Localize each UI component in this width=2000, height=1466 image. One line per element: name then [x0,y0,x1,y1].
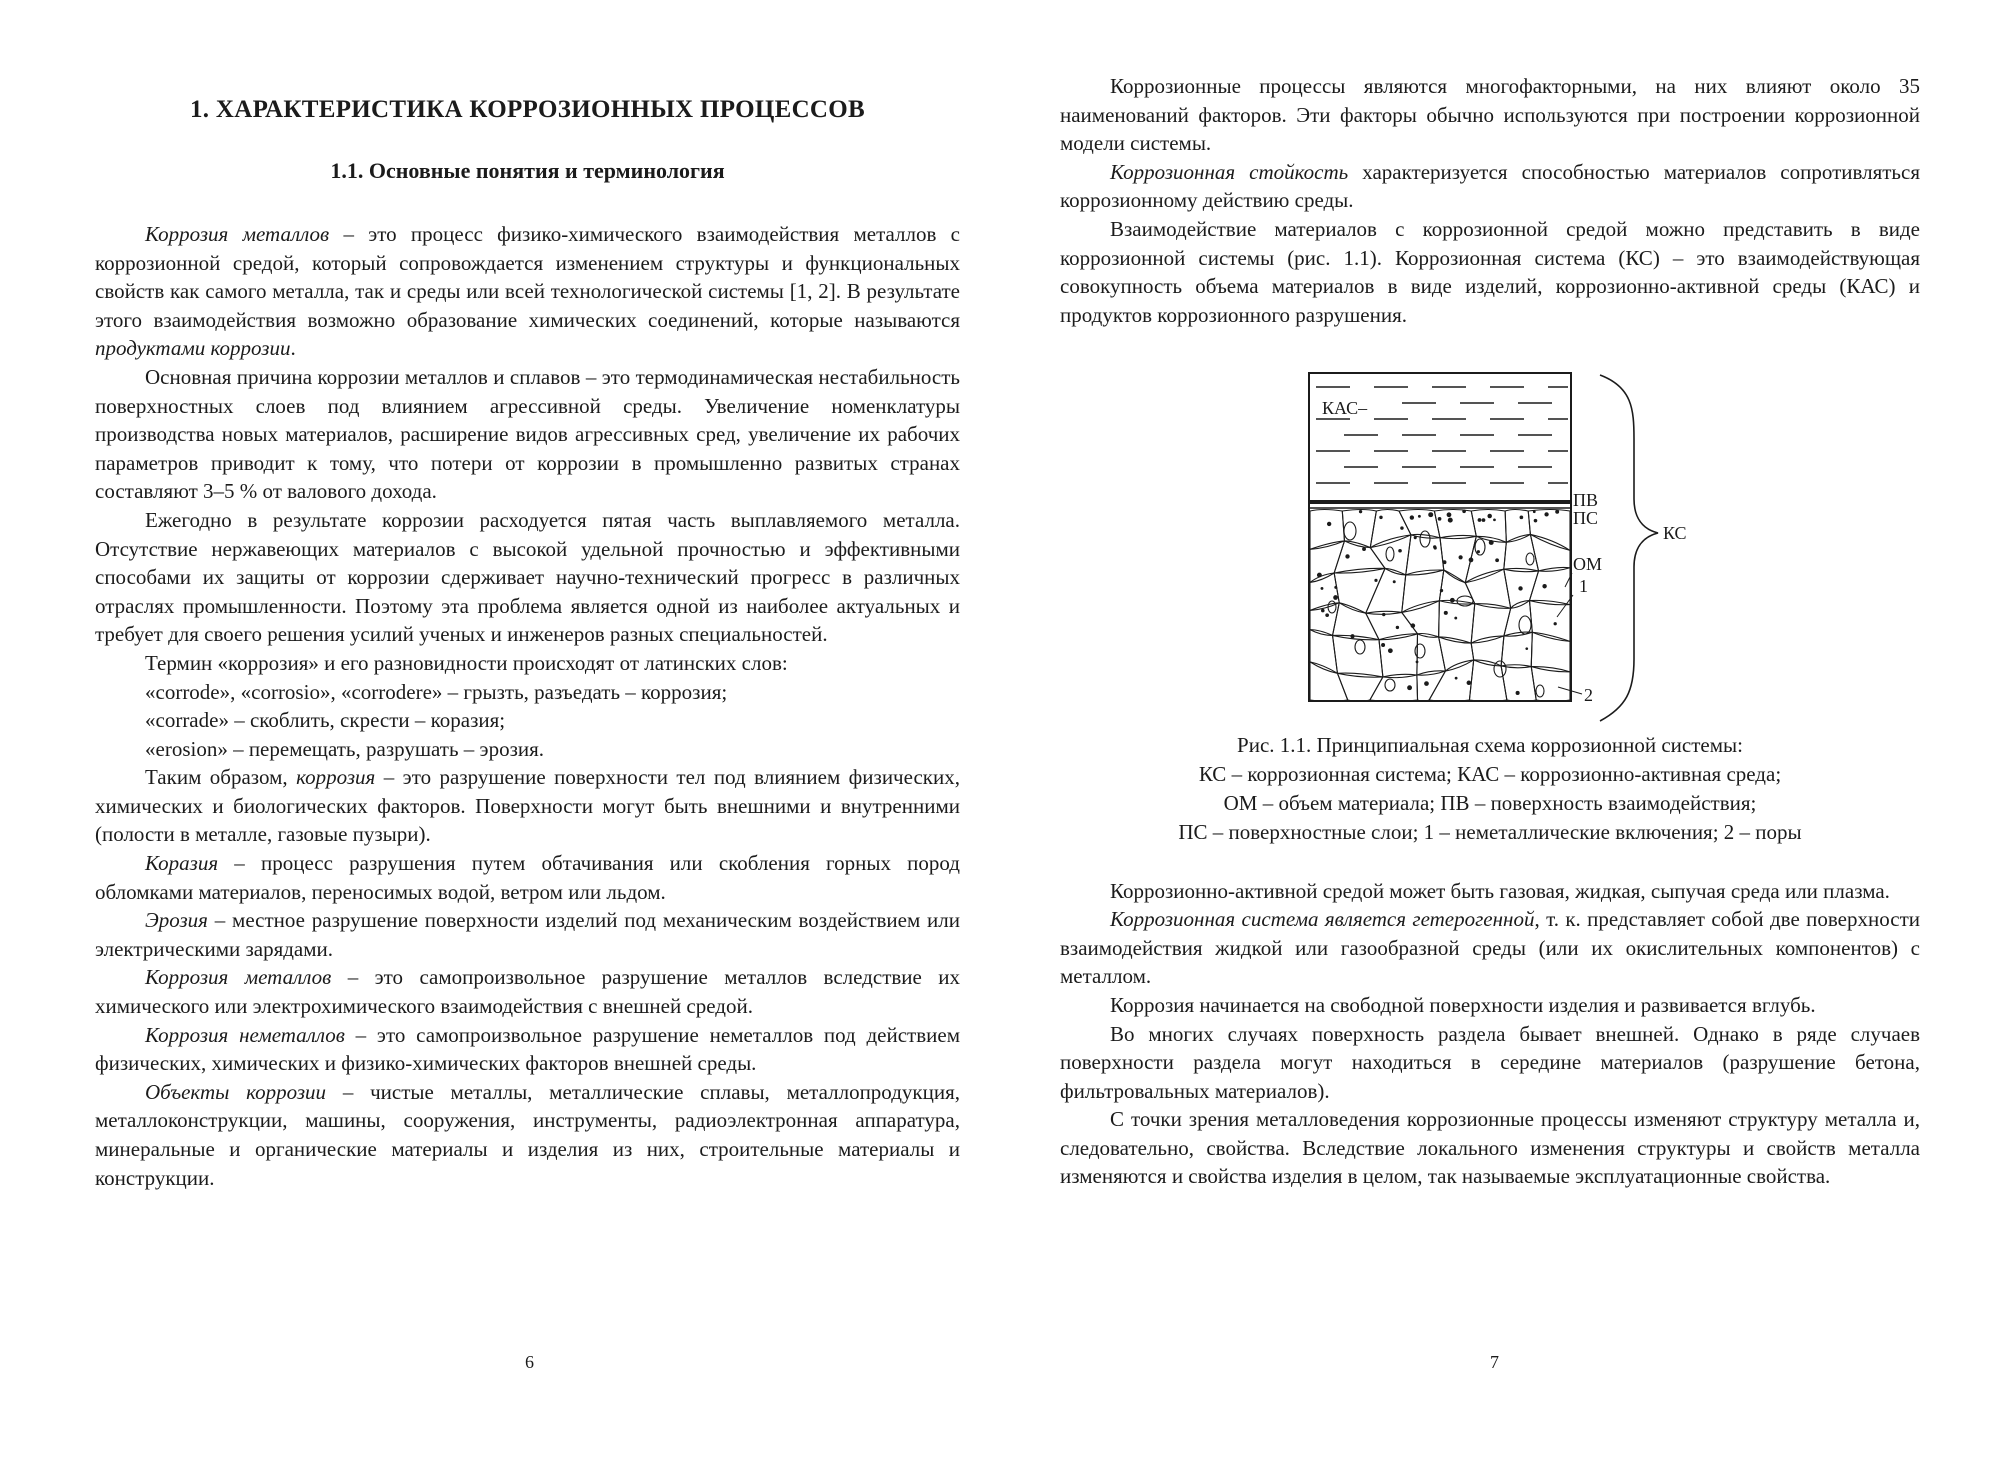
pore [1385,679,1395,691]
paragraph-latin-corrode: «corrode», «corrosio», «corrodere» – грызть, разъедать – коррозия; [145,679,728,704]
label-2: 2 [1584,685,1593,706]
paragraph-annual-loss: Ежегодно в результате коррозии расходуется пятая часть выплавляемого металла. Отсутствие нержавеющих материалов с высокой удельной прочностью и эффективными способами их защиты от коррозии сдерживает научно-технический прогресс в различных отраслях промышленности. Поэтому эта проблема является одной из наиболее актуальных и требует для своего решения усилий ученых и инженеров разных специальностей. [95,507,960,647]
paragraph-heterogeneous: Коррозионная система является гетерогенной, т. к. представляет собой две поверхности взаимодействия жидкой или газообразной среды (или их окислительных компонентов) с металлом. [1060,907,1920,989]
paragraph-metallurgy: С точки зрения металловедения коррозионные процессы изменяют структуру металла и, следовательно, свойства. Вследствие локального изменения структуры и свойств металла изменяются и свойства изделия в целом, так называемые эксплуатационные свойства. [1060,1107,1920,1189]
paragraph-corrosion-resistance: Коррозионная стойкость характеризуется способностью материалов сопротивляться коррозионному действию среды. [1060,159,1920,213]
paragraph-interface: Во многих случаях поверхность раздела бывает внешней. Однако в ряде случаев поверхности раздела могут находиться в середине материалов (разрушение бетона, фильтровальных материалов). [1060,1021,1920,1103]
inclusion [1418,515,1421,518]
grain [1429,660,1474,702]
inclusion [1411,624,1416,629]
term: коррозия [296,765,376,790]
pore [1494,661,1506,677]
paragraph-multifactor: Коррозионные процессы являются многофакторными, на них влияют около 35 наименований факторов. Эти факторы обычно используются при построении коррозионной модели системы. [1060,74,1920,156]
inclusion [1398,549,1402,553]
paragraph-term-origin: Термин «коррозия» и его разновидности происходят от латинских слов: [145,650,788,675]
corrosion-system-figure [1060,369,1920,729]
inclusion [1350,635,1354,639]
inclusion [1518,587,1522,591]
pore [1355,640,1365,654]
paragraph-corrosion-summary: Таким образом, коррозия – это разрушение поверхности тел под влиянием физических, химических и биологических факторов. Поверхности могут быть внешними и внутренними (полости в металле, газовые пузыри). [95,765,960,847]
caption-line: Рис. 1.1. Принципиальная схема коррозионной системы: [1237,733,1743,758]
grain [1402,570,1444,612]
grain [1366,569,1406,615]
inclusion [1447,513,1452,518]
inclusion [1440,589,1443,592]
grain [1528,510,1570,551]
left-body [95,220,960,1192]
inclusion [1489,540,1494,545]
paragraph-latin-erosion: «erosion» – перемещать, разрушать – эрозия. [145,736,545,761]
term: Эрозия [145,908,208,933]
inclusion [1327,522,1331,526]
pore [1526,553,1534,565]
inclusion [1544,513,1548,517]
inclusion [1317,573,1322,578]
inclusion [1493,519,1496,522]
inclusion [1433,546,1436,549]
section-title: 1.1. Основные понятия и терминология [330,158,725,183]
term: Коррозия металлов [145,222,330,246]
inclusion [1407,686,1412,691]
term: Коррозионная стойкость [1110,159,1349,184]
inclusion [1321,609,1325,613]
right-body-top [1060,72,1920,329]
grain [1310,662,1348,702]
inclusion [1382,613,1385,616]
grain [1399,510,1440,539]
paragraph-corrosion-definition: Коррозия металлов – это процесс физико-химического взаимодействия металлов с коррозионной средой, который сопровождается изменением структуры и функциональных свойств как самого металла, так и среды или всей технологической системы [1, 2]. В результате этого взаимодействия возможно образование химических соединений, которые называются продуктами коррозии. [95,222,960,361]
grain [1379,634,1418,678]
inclusion [1534,519,1538,523]
inclusion [1362,547,1366,551]
caption-line: ОМ – объем материала; ПВ – поверхность взаимодействия; [1223,790,1757,815]
inclusion [1400,527,1403,530]
inclusion [1477,550,1480,553]
grain [1402,601,1440,638]
label-ps: ПС [1573,508,1599,529]
pore [1475,539,1485,555]
inclusion [1495,559,1499,563]
paragraph-erosion: Эрозия – местное разрушение поверхности изделий под механическим воздействием или электрическими зарядами. [95,908,960,961]
pore [1386,547,1394,561]
inclusion [1416,661,1419,664]
pore [1536,685,1544,697]
inclusion [1467,681,1471,685]
inclusion [1414,536,1417,539]
inclusion [1448,518,1453,523]
paragraph-corrosion-system: Взаимодействие материалов с коррозионной средой можно представить в виде коррозионной системы (рис. 1.1). Коррозионная система (КС) – это взаимодействующая совокупность объема материалов в виде изделий, коррозионно-активной среды (КАС) и продуктов коррозионного разрушения. [1060,216,1920,327]
inclusion [1379,516,1382,519]
grain [1406,535,1444,575]
inclusion [1542,584,1546,588]
inclusion [1533,511,1536,514]
paragraph-surface-start: Коррозия начинается на свободной поверхности изделия и развивается вглубь. [1110,992,1816,1017]
paragraph-corrosion-objects: Объекты коррозии – чистые металлы, металлические сплавы, металлопродукция, металлоконструкции, машины, сооружения, инструменты, радиоэлектронная аппаратура, минеральные и органические материалы и изделия из них, строительные материалы и конструкции. [95,1079,960,1190]
label-om: ОМ [1573,554,1603,575]
grain [1504,601,1532,637]
page-number: 6 [525,1352,534,1372]
inclusion [1450,598,1455,603]
inclusion [1325,614,1329,618]
inclusion [1525,648,1528,651]
page-number: 7 [1490,1352,1499,1372]
inclusion [1334,586,1337,589]
inclusion [1321,587,1324,590]
inclusion [1396,626,1399,629]
material-grains [1310,510,1570,702]
inclusion [1516,691,1520,695]
paragraph-metal-corrosion: Коррозия металлов – это самопроизвольное разрушение металлов вследствие их химического или электрохимического взаимодействия с внешней средой. [95,965,960,1019]
figure-caption [1060,731,1920,846]
grain [1530,535,1570,572]
inclusion [1444,611,1448,615]
corrosion-system-diagram [1060,369,1920,729]
label-kas: КАС– [1322,398,1368,419]
grain [1334,569,1385,614]
term: Коррозия неметаллов [145,1022,345,1047]
caption-line: ПС – поверхностные слои; 1 – неметаллические включения; 2 – поры [1178,819,1802,844]
grain [1370,510,1411,548]
paragraph-main-cause: Основная причина коррозии металлов и сплавов – это термодинамическая нестабильность поверхностных слоев под влиянием агрессивной среды. Увеличение номенклатуры производства новых материалов, расширение видов агрессивных сред, увеличение их рабочих параметров приводит к тому, что потери от коррозии в промышленно развитых странах составляют 3–5 % от валового дохода. [95,364,960,504]
grain [1501,632,1532,668]
paragraph-latin-corrade: «corrade» – скоблить, скрести – коразия; [145,708,506,733]
inclusion [1393,581,1396,584]
grain [1333,636,1383,678]
inclusion [1482,519,1486,523]
pore [1420,531,1430,547]
grain [1310,510,1344,550]
grain [1504,535,1539,572]
pore [1415,644,1425,658]
pore [1344,522,1356,540]
inclusion [1459,556,1463,560]
chapter-title: 1. ХАРАКТЕРИСТИКА КОРРОЗИОННЫХ ПРОЦЕССОВ [189,96,866,123]
inclusion [1520,516,1524,520]
inclusion [1359,510,1362,513]
term: Объекты коррозии [145,1079,327,1104]
grain [1417,634,1446,676]
inclusion [1469,558,1474,563]
term: Коразия [145,851,219,876]
inclusion [1487,514,1491,518]
paragraph-corrasion: Коразия – процесс разрушения путем обтачивания или скобления горных пород обломками материалов, переносимых водой, ветром или льдом. [95,851,960,904]
inclusion [1345,555,1349,559]
grain [1529,568,1570,605]
inclusion [1374,579,1377,582]
inclusion [1381,643,1385,647]
grain [1333,603,1379,640]
grain [1434,510,1476,539]
system-brace [1600,375,1658,721]
inclusion [1462,510,1466,514]
inclusion [1424,682,1429,687]
grain [1366,612,1418,640]
paragraph-active-medium: Коррозионно-активной средой может быть газовая, жидкая, сыпучая среда или плазма. [1110,878,1890,903]
label-1: 1 [1579,576,1588,597]
right-body-bottom [1060,877,1920,1192]
left-page [95,0,960,1466]
term: продуктами коррозии [95,336,291,361]
inclusion [1442,561,1446,565]
caption-line: КС – коррозионная система; КАС – коррозионно-активная среда; [1198,762,1782,787]
inclusion [1454,617,1457,620]
inclusion [1555,510,1559,514]
term: Коррозия металлов [145,965,332,990]
inclusion [1388,649,1393,654]
term: Коррозионная система является гетерогенной [1110,907,1535,932]
inclusion [1455,677,1458,680]
label-ks: КС [1663,523,1687,544]
inclusion [1478,518,1482,522]
pore [1519,616,1531,634]
inclusion [1333,596,1338,601]
right-page [1060,0,1920,1466]
inclusion [1554,622,1557,625]
inclusion [1438,517,1442,521]
inclusion [1410,516,1414,520]
label-pv: ПВ [1573,490,1599,511]
inclusion [1428,513,1433,518]
paragraph-nonmetal-corrosion: Коррозия неметаллов – это самопроизвольное разрушение неметаллов под действием физических, химических и физико-химических факторов внешней среды. [95,1022,960,1076]
